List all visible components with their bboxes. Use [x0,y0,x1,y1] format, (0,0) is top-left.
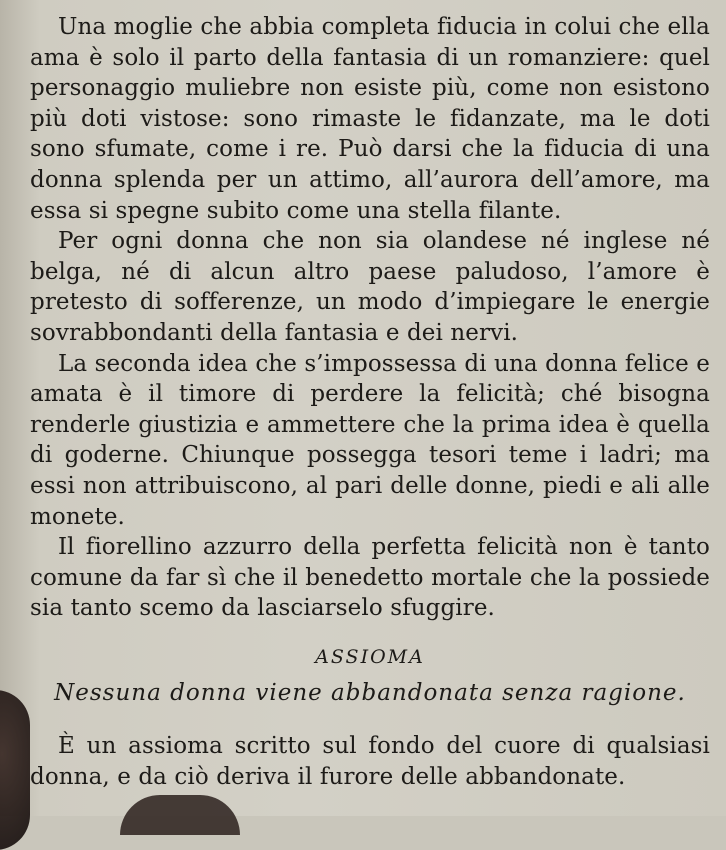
paragraph-fiducia: Una moglie che abbia completa fiducia in colui che ella ama è solo il parto della fantasia di un romanziere: quel personaggio muliebre non esiste più, come non esistono più doti vistose: sono rimaste le fidanzate, ma le doti sono sfumate, come i re. Può darsi che la fiducia di una donna splenda per un attimo, all’aurora dell’amore, ma essa si spegne subito come una stella filante. [30,14,710,224]
axiom-text: Nessuna donna viene abbandonata senza ragione. [54,680,686,707]
paragraph-donna-olandese: Per ogni donna che non sia olandese né inglese né belga, né di alcun altro paese paludoso, l’amore è pretesto di sofferenze, un modo d’impiegare le energie sovrabbondanti della fantasia e dei nervi. [30,228,710,346]
paragraph-seconda-idea: La seconda idea che s’impossessa di una donna felice e amata è il timore di perdere la felicità; ché bisogna renderle giustizia e ammettere che la prima idea è quella di goderne. Chiunque possegga tesori teme i ladri; ma essi non attribuiscono, al pari delle donne, piedi e ali alle monete. [30,350,710,530]
paragraph-closing: È un assioma scritto sul fondo del cuore di qualsiasi donna, e da ciò deriva il furore delle abbandonate. [30,733,710,790]
paragraph-fiorellino: Il fiorellino azzurro della perfetta felicità non è tanto comune da far sì che il benedetto mortale che la possiede sia tanto scemo da lasciarselo sfuggire. [30,534,710,622]
page-text [30,12,710,792]
finger-shadow [120,795,240,835]
thumb-shadow [0,690,30,850]
section-heading: ASSIOMA [315,645,425,668]
